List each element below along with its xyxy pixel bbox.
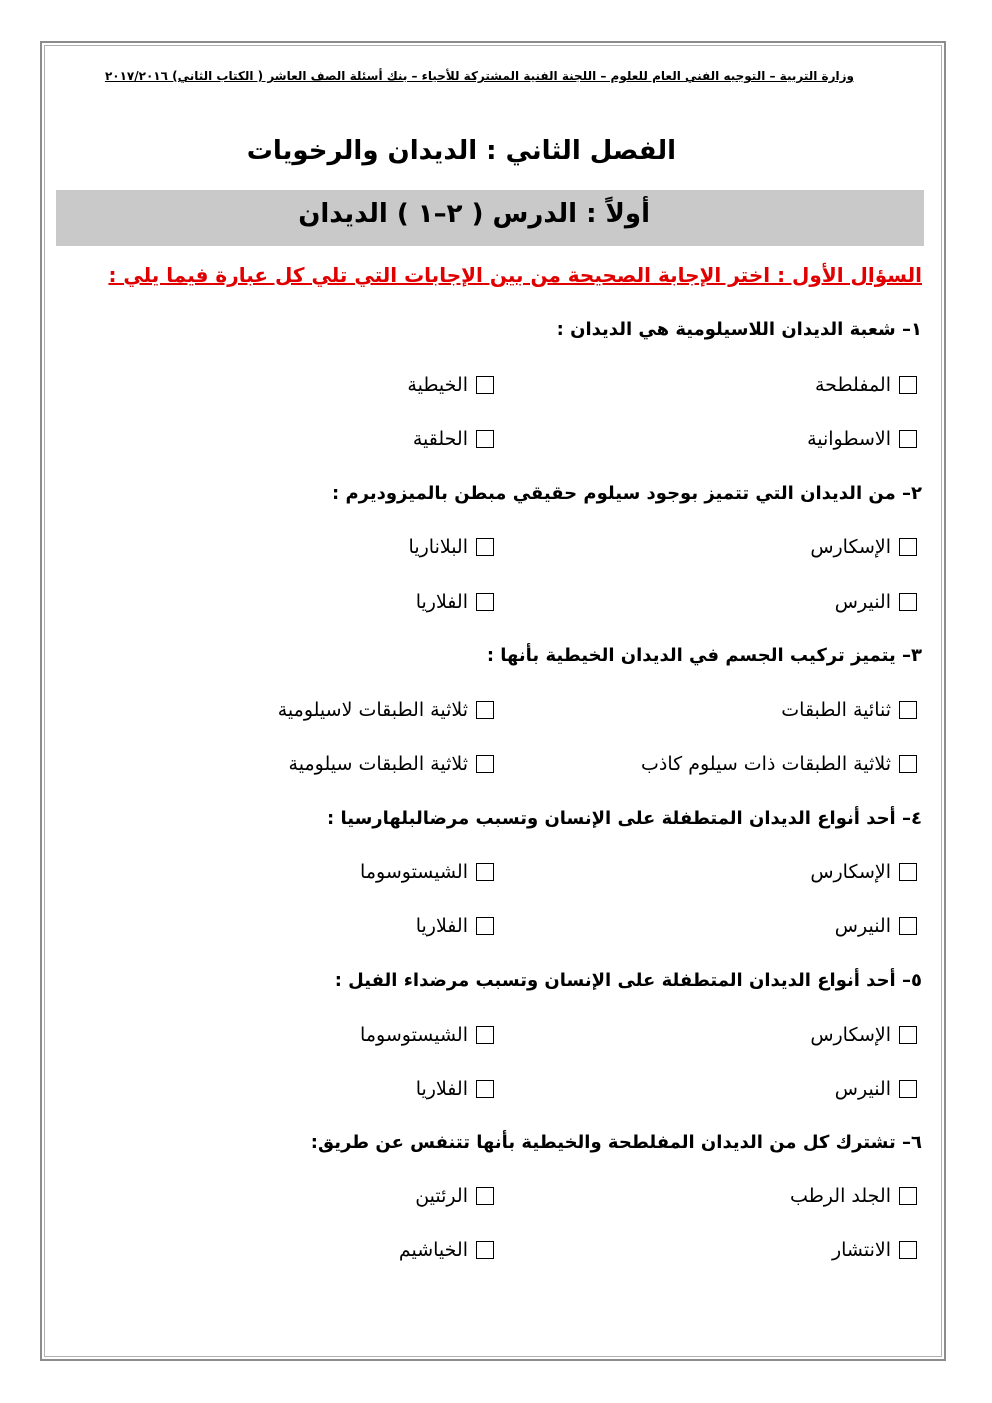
- q4-option-c[interactable]: [835, 915, 917, 937]
- option-label: الإسكارس: [810, 536, 891, 558]
- q5-option-b[interactable]: [360, 1024, 494, 1046]
- q5-option-a[interactable]: [810, 1024, 917, 1046]
- q5-option-d[interactable]: [416, 1078, 494, 1100]
- option-label: ثلاثية الطبقات سيلومية: [288, 753, 468, 775]
- q3-option-a[interactable]: [781, 699, 917, 721]
- option-label: الإسكارس: [810, 861, 891, 883]
- option-label: الجلد الرطب: [790, 1185, 891, 1207]
- checkbox[interactable]: [476, 755, 494, 773]
- option-label: ثلاثية الطبقات لاسيلومية: [277, 699, 468, 721]
- chapter-title: الفصل الثاني : الديدان والرخويات: [246, 136, 676, 166]
- option-label: الفلاريا: [415, 591, 468, 613]
- question-3: ٣– يتميز تركيب الجسم في الديدان الخيطية بأنها :: [486, 645, 922, 666]
- q2-option-b[interactable]: [409, 536, 494, 558]
- section-instruction: السؤال الأول : اختر الإجابة الصحيحة من بين الإجابات التي تلي كل عبارة فيما يلي :: [108, 263, 922, 287]
- checkbox[interactable]: [899, 863, 917, 881]
- checkbox[interactable]: [899, 1187, 917, 1205]
- question-5: ٥– أحد أنواع الديدان المتطفلة على الإنسان وتسبب مرضداء الفيل :: [334, 970, 922, 991]
- q5-option-c[interactable]: [835, 1078, 917, 1100]
- checkbox[interactable]: [899, 376, 917, 394]
- option-label: الحلقية: [412, 428, 468, 450]
- q2-option-a[interactable]: [810, 536, 917, 558]
- option-label: ثنائية الطبقات: [781, 699, 891, 721]
- checkbox[interactable]: [899, 1026, 917, 1044]
- question-6: ٦– تشترك كل من الديدان المفلطحة والخيطية بأنها تتنفس عن طريق:: [310, 1132, 922, 1153]
- option-label: الخيطية: [407, 374, 468, 396]
- q2-option-c[interactable]: [835, 591, 917, 613]
- q3-option-d[interactable]: [289, 753, 494, 775]
- question-2: ٢– من الديدان التي تتميز بوجود سيلوم حقيقي مبطن بالميزوديرم :: [332, 483, 922, 504]
- q4-option-a[interactable]: [810, 861, 917, 883]
- checkbox[interactable]: [899, 538, 917, 556]
- lesson-title: أولاً : الدرس ( ٢–١ ) الديدان: [298, 199, 650, 229]
- checkbox[interactable]: [476, 1241, 494, 1259]
- checkbox[interactable]: [899, 701, 917, 719]
- q1-option-b[interactable]: [407, 374, 494, 396]
- option-label: الاسطوانية: [807, 428, 891, 450]
- question-4: ٤– أحد أنواع الديدان المتطفلة على الإنسان وتسبب مرضالبلهارسيا :: [327, 808, 922, 829]
- q1-option-c[interactable]: [807, 428, 917, 450]
- option-label: الفلاريا: [415, 1078, 468, 1100]
- checkbox[interactable]: [899, 1080, 917, 1098]
- checkbox[interactable]: [476, 863, 494, 881]
- checkbox[interactable]: [476, 430, 494, 448]
- option-label: النيرس: [834, 591, 891, 613]
- checkbox[interactable]: [899, 430, 917, 448]
- checkbox[interactable]: [899, 917, 917, 935]
- checkbox[interactable]: [476, 376, 494, 394]
- option-label: ثلاثية الطبقات ذات سيلوم كاذب: [641, 753, 891, 775]
- q6-option-c[interactable]: [832, 1239, 917, 1261]
- q6-option-b[interactable]: [415, 1185, 494, 1207]
- option-label: البلاناريا: [408, 536, 468, 558]
- q3-option-b[interactable]: [278, 699, 494, 721]
- checkbox[interactable]: [476, 917, 494, 935]
- page-header: وزارة التربية – التوجيه الفني العام للعلوم – اللجنة الفنية المشتركة للأحياء – بنك أسئلة الصف العاشر ( الكتاب الثاني) ٢٠١٧/٢٠١٦: [104, 69, 854, 83]
- q4-option-b[interactable]: [360, 861, 494, 883]
- q3-option-c[interactable]: [641, 753, 917, 775]
- q6-option-a[interactable]: [790, 1185, 917, 1207]
- option-label: الإسكارس: [810, 1024, 891, 1046]
- checkbox[interactable]: [476, 593, 494, 611]
- question-1: ١– شعبة الديدان اللاسيلومية هي الديدان :: [556, 319, 922, 340]
- checkbox[interactable]: [476, 538, 494, 556]
- option-label: الانتشار: [831, 1239, 891, 1261]
- option-label: النيرس: [834, 1078, 891, 1100]
- q1-option-d[interactable]: [413, 428, 494, 450]
- option-label: الشيستوسوما: [360, 861, 468, 883]
- option-label: الرئتين: [415, 1185, 468, 1207]
- checkbox[interactable]: [476, 701, 494, 719]
- q4-option-d[interactable]: [416, 915, 494, 937]
- checkbox[interactable]: [899, 593, 917, 611]
- checkbox[interactable]: [476, 1080, 494, 1098]
- q6-option-d[interactable]: [399, 1239, 494, 1261]
- option-label: الفلاريا: [415, 915, 468, 937]
- option-label: الشيستوسوما: [360, 1024, 468, 1046]
- q2-option-d[interactable]: [416, 591, 494, 613]
- option-label: النيرس: [834, 915, 891, 937]
- option-label: المفلطحة: [815, 374, 891, 396]
- q1-option-a[interactable]: [815, 374, 917, 396]
- checkbox[interactable]: [899, 755, 917, 773]
- option-label: الخياشيم: [398, 1239, 468, 1261]
- checkbox[interactable]: [476, 1026, 494, 1044]
- checkbox[interactable]: [476, 1187, 494, 1205]
- checkbox[interactable]: [899, 1241, 917, 1259]
